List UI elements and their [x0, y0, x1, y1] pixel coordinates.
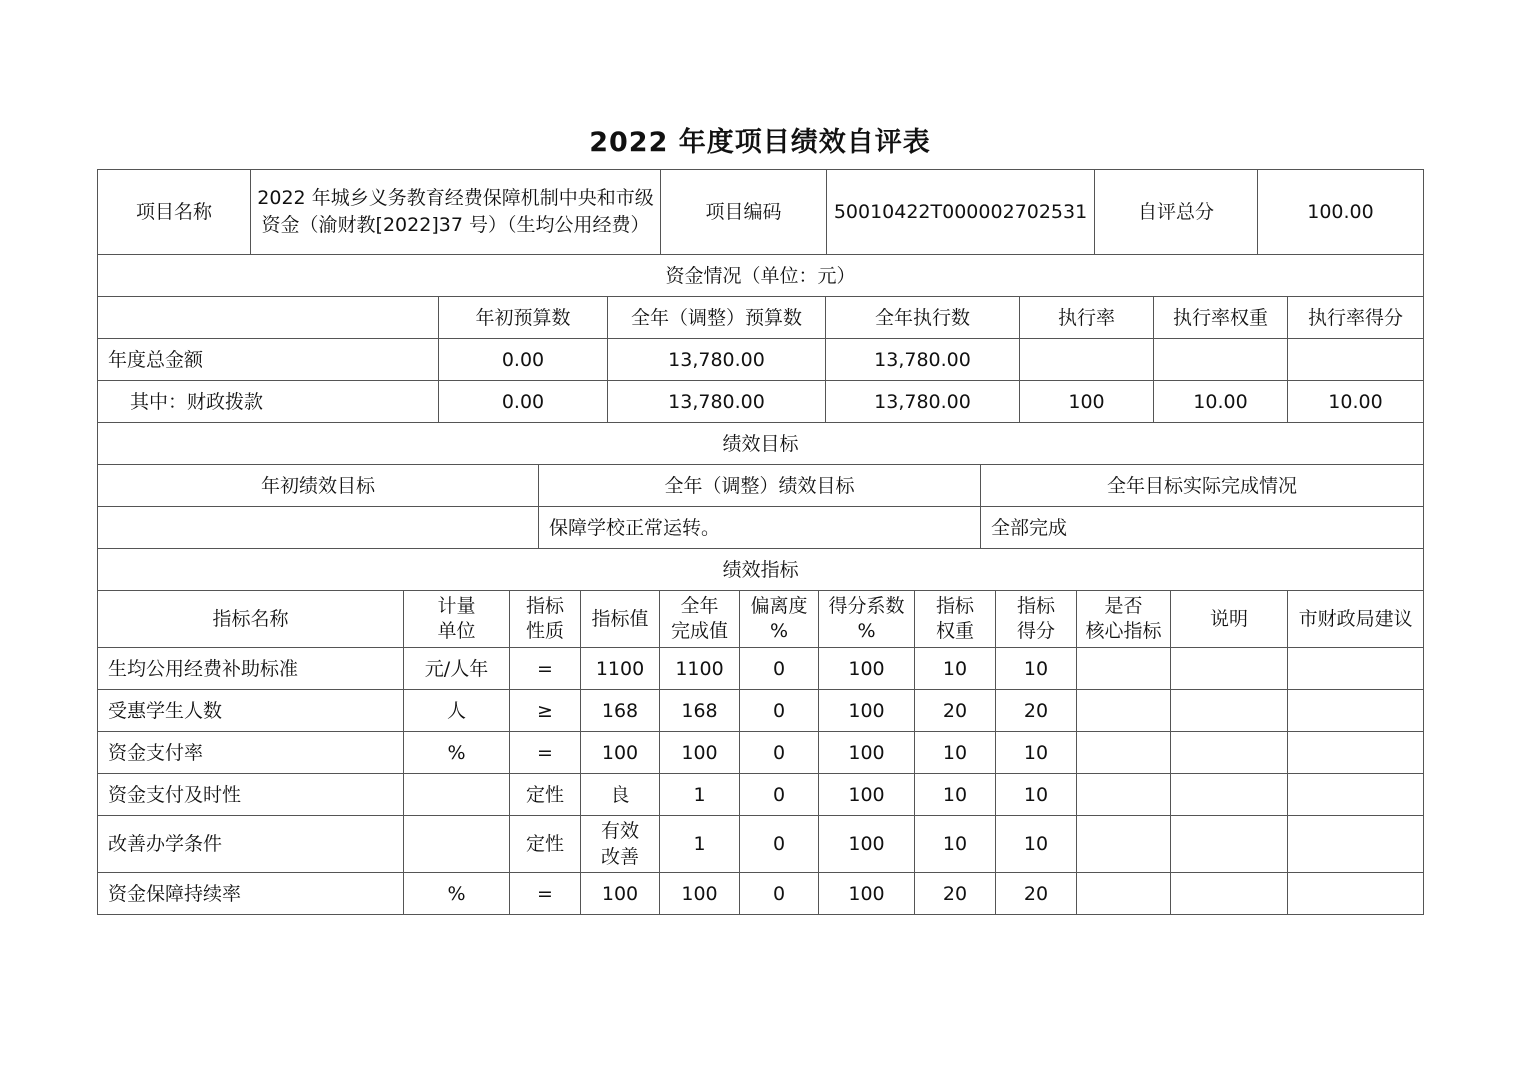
goals-header-row [98, 465, 1424, 507]
self-score-value: 100.00 [1258, 170, 1424, 255]
project-code-value: 50010422T000002702531 [827, 170, 1095, 255]
indicator-cell: 0 [740, 873, 819, 915]
project-name-value: 2022 年城乡义务教育经费保障机制中央和市级资金（渝财教[2022]37 号）（生均公用经费） [251, 170, 661, 255]
indicator-row [98, 873, 1424, 915]
indicator-cell: 100 [660, 732, 740, 774]
indicator-row [98, 774, 1424, 816]
indicator-cell [1171, 774, 1288, 816]
funds-cell: 10.00 [1154, 381, 1288, 423]
indicator-cell [1077, 774, 1171, 816]
indicator-cell: 20 [996, 873, 1077, 915]
goals-value-cell: 全部完成 [981, 507, 1424, 549]
indicator-header-cell: 指标 权重 [915, 591, 996, 648]
goals-section-title: 绩效目标 [98, 423, 1424, 465]
indicator-cell: 10 [996, 816, 1077, 873]
indicator-cell [1288, 774, 1424, 816]
indicator-cell: % [404, 732, 510, 774]
indicators-table [97, 548, 1424, 915]
funds-header-row [98, 297, 1424, 339]
funds-header-cell [98, 297, 439, 339]
indicator-cell [1288, 816, 1424, 873]
page-title: 2022 年度项目绩效自评表 [589, 127, 931, 158]
indicator-header-cell: 计量 单位 [404, 591, 510, 648]
funds-section-title: 资金情况（单位：元） [98, 255, 1424, 297]
funds-table [97, 254, 1424, 423]
indicator-cell: 100 [581, 873, 660, 915]
indicator-cell [1171, 873, 1288, 915]
indicator-cell: 定性 [510, 816, 581, 873]
indicator-cell [1171, 690, 1288, 732]
indicator-cell [404, 816, 510, 873]
indicator-header-cell: 得分系数 % [819, 591, 915, 648]
indicator-cell: 1100 [660, 648, 740, 690]
funds-cell: 100 [1020, 381, 1154, 423]
funds-header-cell: 年初预算数 [439, 297, 608, 339]
indicator-cell: 0 [740, 774, 819, 816]
indicator-cell: 10 [996, 732, 1077, 774]
funds-cell: 13,780.00 [608, 381, 826, 423]
funds-cell: 其中：财政拨款 [98, 381, 439, 423]
indicator-cell [1077, 648, 1171, 690]
indicator-cell [1171, 648, 1288, 690]
indicator-cell: 100 [819, 690, 915, 732]
indicator-header-cell: 全年 完成值 [660, 591, 740, 648]
funds-header-cell: 全年（调整）预算数 [608, 297, 826, 339]
indicator-header-cell: 偏离度 % [740, 591, 819, 648]
self-score-label: 自评总分 [1095, 170, 1258, 255]
indicator-cell [404, 774, 510, 816]
funds-cell: 10.00 [1288, 381, 1424, 423]
goals-value-cell [98, 507, 539, 549]
goals-value-cell: 保障学校正常运转。 [539, 507, 981, 549]
funds-cell: 13,780.00 [826, 339, 1020, 381]
goals-header-cell: 全年（调整）绩效目标 [539, 465, 981, 507]
indicator-cell: 100 [819, 732, 915, 774]
funds-cell: 13,780.00 [826, 381, 1020, 423]
funds-row [98, 381, 1424, 423]
indicator-cell: 0 [740, 648, 819, 690]
indicator-cell: 定性 [510, 774, 581, 816]
indicator-cell: % [404, 873, 510, 915]
indicator-cell: 100 [819, 816, 915, 873]
funds-row [98, 339, 1424, 381]
indicator-cell: 0 [740, 816, 819, 873]
indicator-row [98, 816, 1424, 873]
indicator-cell [1288, 648, 1424, 690]
indicator-cell: 168 [581, 690, 660, 732]
indicator-cell: 100 [819, 873, 915, 915]
goals-header-cell: 年初绩效目标 [98, 465, 539, 507]
indicator-cell: 100 [819, 774, 915, 816]
funds-cell: 13,780.00 [608, 339, 826, 381]
indicator-cell [1288, 732, 1424, 774]
indicator-cell [1077, 732, 1171, 774]
funds-cell [1154, 339, 1288, 381]
indicator-cell: 10 [915, 816, 996, 873]
funds-cell: 0.00 [439, 381, 608, 423]
indicator-cell: = [510, 732, 581, 774]
indicator-cell: 0 [740, 690, 819, 732]
indicator-row [98, 648, 1424, 690]
indicators-section-title: 绩效指标 [98, 549, 1424, 591]
indicator-cell: 10 [915, 648, 996, 690]
indicator-row [98, 690, 1424, 732]
indicator-header-cell: 指标值 [581, 591, 660, 648]
goals-value-row [98, 507, 1424, 549]
funds-cell [1288, 339, 1424, 381]
funds-header-cell: 执行率得分 [1288, 297, 1424, 339]
funds-cell [1020, 339, 1154, 381]
funds-cell: 年度总金额 [98, 339, 439, 381]
indicator-cell: ≥ [510, 690, 581, 732]
indicator-cell [1171, 816, 1288, 873]
indicator-header-cell: 指标 性质 [510, 591, 581, 648]
indicator-cell: 人 [404, 690, 510, 732]
indicator-cell [1077, 816, 1171, 873]
indicator-cell: 10 [915, 774, 996, 816]
indicator-cell [1288, 690, 1424, 732]
goals-table [97, 422, 1424, 549]
goals-header-cell: 全年目标实际完成情况 [981, 465, 1424, 507]
indicator-cell [1288, 873, 1424, 915]
indicator-cell: 0 [740, 732, 819, 774]
indicator-cell: 受惠学生人数 [98, 690, 404, 732]
project-name-label: 项目名称 [98, 170, 251, 255]
indicator-cell: 资金保障持续率 [98, 873, 404, 915]
project-code-label: 项目编码 [661, 170, 827, 255]
funds-header-cell: 执行率 [1020, 297, 1154, 339]
indicator-cell [1077, 690, 1171, 732]
indicator-cell: 100 [660, 873, 740, 915]
indicator-cell: 20 [915, 873, 996, 915]
indicator-cell: 10 [996, 774, 1077, 816]
indicator-row [98, 732, 1424, 774]
indicator-header-cell: 说明 [1171, 591, 1288, 648]
indicator-cell: 有效 改善 [581, 816, 660, 873]
indicator-cell: 10 [996, 648, 1077, 690]
indicator-cell: = [510, 873, 581, 915]
indicator-header-cell: 是否 核心指标 [1077, 591, 1171, 648]
indicator-cell: 生均公用经费补助标准 [98, 648, 404, 690]
indicator-cell: 100 [819, 648, 915, 690]
indicator-cell: 1100 [581, 648, 660, 690]
indicator-cell: 20 [996, 690, 1077, 732]
indicator-header-cell: 指标 得分 [996, 591, 1077, 648]
funds-header-cell: 全年执行数 [826, 297, 1020, 339]
indicator-cell: 1 [660, 816, 740, 873]
indicator-cell: 1 [660, 774, 740, 816]
indicator-header-cell: 指标名称 [98, 591, 404, 648]
funds-header-cell: 执行率权重 [1154, 297, 1288, 339]
indicator-cell: 元/人年 [404, 648, 510, 690]
indicator-cell: 20 [915, 690, 996, 732]
indicator-header-cell: 市财政局建议 [1288, 591, 1424, 648]
indicators-header-row [98, 591, 1424, 648]
funds-cell: 0.00 [439, 339, 608, 381]
indicator-cell [1077, 873, 1171, 915]
project-info-table [97, 169, 1424, 255]
indicator-cell: 10 [915, 732, 996, 774]
indicator-cell [1171, 732, 1288, 774]
indicator-cell: 良 [581, 774, 660, 816]
indicator-cell: 改善办学条件 [98, 816, 404, 873]
indicator-cell: = [510, 648, 581, 690]
indicator-cell: 100 [581, 732, 660, 774]
indicator-cell: 资金支付率 [98, 732, 404, 774]
indicator-cell: 168 [660, 690, 740, 732]
indicator-cell: 资金支付及时性 [98, 774, 404, 816]
